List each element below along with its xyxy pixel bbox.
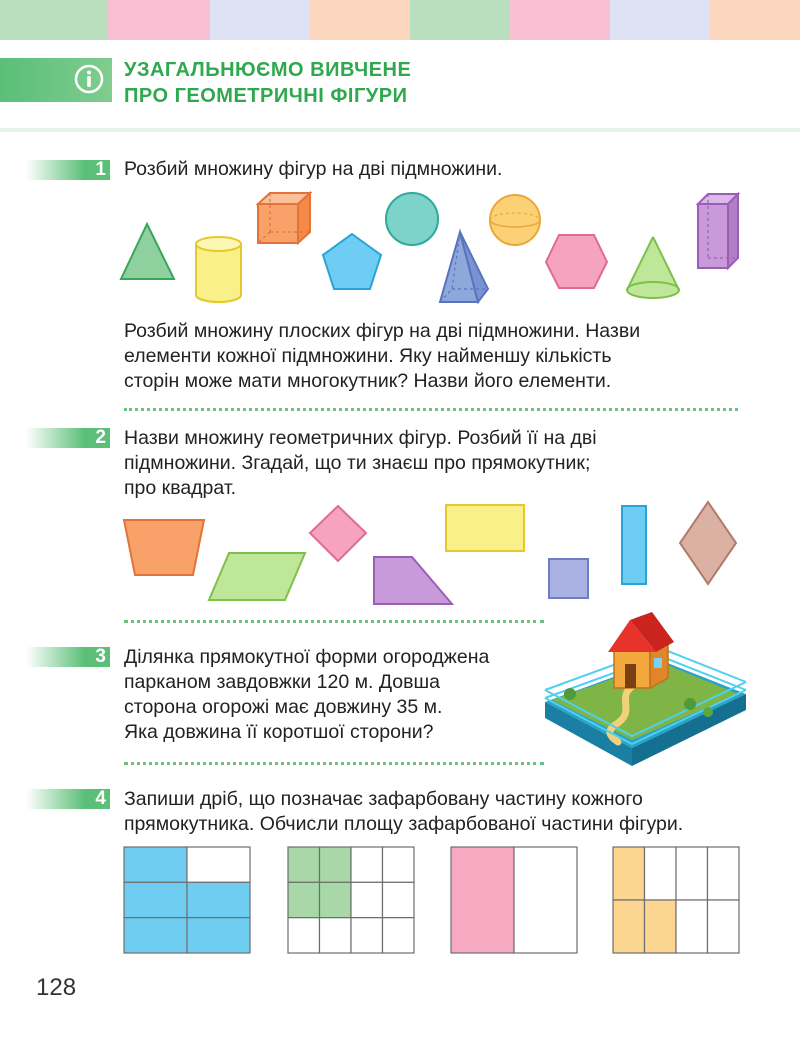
page-number: 128 xyxy=(36,974,77,1001)
task-text-line: Розбий множину фігур на дві підмножини. xyxy=(124,158,503,180)
section-title-line: УЗАГАЛЬНЮЄМО ВИВЧЕНЕ xyxy=(124,59,412,81)
grid-cell-shaded xyxy=(613,900,645,953)
task-number: 4 xyxy=(95,788,106,809)
grid-cell xyxy=(383,847,415,882)
task-number: 2 xyxy=(95,427,106,448)
grid-cell xyxy=(708,900,740,953)
grid-cell-shaded xyxy=(288,882,320,917)
grid-cell xyxy=(187,847,250,882)
task-text-line: Запиши дріб, що позначає зафарбовану частину кожного xyxy=(124,788,643,810)
grid-cell xyxy=(288,918,320,953)
grid-cell-shaded xyxy=(451,847,514,953)
grid-cell xyxy=(383,918,415,953)
task-text-line: підмножини. Згадай, що ти знаєш про прямокутник; xyxy=(124,452,591,474)
grid-cell xyxy=(320,918,352,953)
task-text-line: елементи кожної підмножини. Яку найменшу кількість xyxy=(124,345,612,367)
task-text-line: Назви множину геометричних фігур. Розбий її на дві xyxy=(124,427,597,449)
task-text-line: Розбий множину плоских фігур на дві підмножини. Назви xyxy=(124,320,641,342)
task-text-line: прямокутника. Обчисли площу зафарбованої частини фігури. xyxy=(124,813,684,835)
grid-cell xyxy=(676,847,708,900)
grid-cell-shaded xyxy=(124,882,187,917)
fraction-grid xyxy=(613,847,739,953)
grid-cell-shaded xyxy=(645,900,677,953)
task-text-line: про квадрат. xyxy=(124,477,237,499)
grid-cell xyxy=(676,900,708,953)
grid-cell-shaded xyxy=(613,847,645,900)
grid-cell-shaded xyxy=(320,847,352,882)
fraction-grid xyxy=(451,847,577,953)
grid-cell-shaded xyxy=(288,847,320,882)
fraction-grid xyxy=(124,847,250,953)
task-text-line: Ділянка прямокутної форми огороджена xyxy=(124,646,490,668)
grid-cell xyxy=(351,847,383,882)
grid-cell-shaded xyxy=(187,882,250,917)
grid-cell xyxy=(514,847,577,953)
task-number: 3 xyxy=(95,646,106,667)
grid-cell xyxy=(351,882,383,917)
task-number: 1 xyxy=(95,159,106,180)
section-title-line: ПРО ГЕОМЕТРИЧНІ ФІГУРИ xyxy=(124,85,408,107)
fraction-grid xyxy=(288,847,414,953)
grid-cell xyxy=(645,847,677,900)
grid-cell-shaded xyxy=(187,918,250,953)
task-text-line: сторін може мати многокутник? Назви його елементи. xyxy=(124,370,612,392)
task-text-line: Яка довжина її коротшої сторони? xyxy=(124,721,434,743)
grid-cell xyxy=(708,847,740,900)
grid-cell xyxy=(351,918,383,953)
task-text-line: парканом завдовжки 120 м. Довша xyxy=(124,671,440,693)
grid-cell-shaded xyxy=(124,847,187,882)
grid-cell-shaded xyxy=(320,882,352,917)
grid-cell xyxy=(383,882,415,917)
grid-cell-shaded xyxy=(124,918,187,953)
task-text-line: сторона огорожі має довжину 35 м. xyxy=(124,696,443,718)
